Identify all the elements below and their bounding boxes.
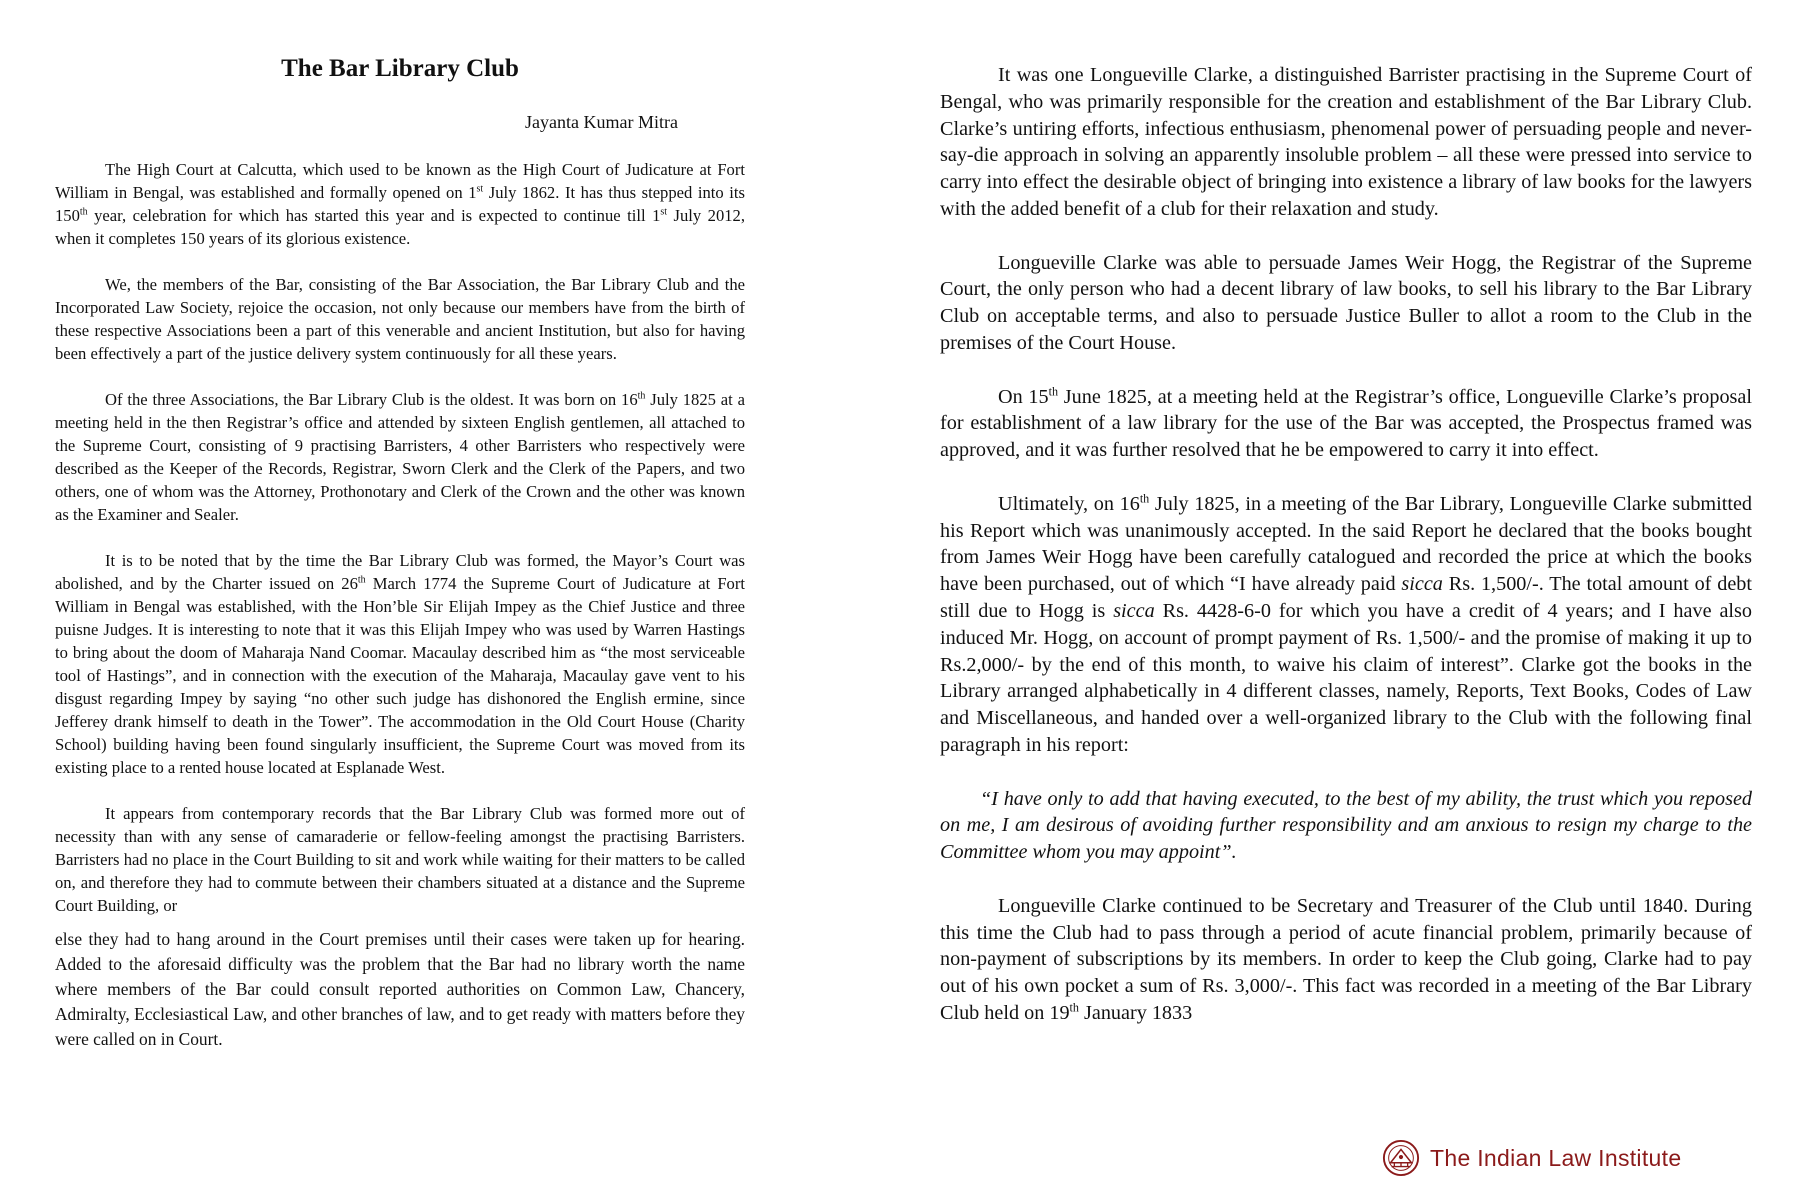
paragraph: It was one Longueville Clarke, a distinguished Barrister practising in the Supreme Court of Bengal, who was primarily responsible for the creation and establishment of the Bar Library Club. Clarke’s untiring efforts, infectious enthusiasm, phenomenal power of persuading people and never-say-die approach in solving an apparently insoluble problem – all these were pressed into service to carry into effect the desirable object of bringing into existence a library of law books for the lawyers with the added benefit of a club for their relaxation and study. [940,64,1752,220]
paragraph: Of the three Associations, the Bar Library Club is the oldest. It was born on 16th July 1825 at a meeting held in the then Registrar’s office and attended by sixteen English gentlemen, all attached to the Supreme Court, consisting of 9 practising Barristers, 4 other Barristers who respectively were described as the Keeper of the Records, Registrar, Sworn Clerk and the Clerk of the Papers, and two others, one of whom was the Attorney, Prothonotary and Clerk of the Crown and the other was known as the Examiner and Sealer. [55,390,745,524]
article-title: The Bar Library Club [281,55,519,82]
paragraph: The High Court at Calcutta, which used to be known as the High Court of Judicature at Fort William in Bengal, was established and formally opened on 1st July 1862. It has thus stepped into its 150th year, celebration for which has started this year and is expected to continue till 1st July 2012, when it completes 150 years of its glorious existence. [55,160,746,248]
paragraph-continuation: else they had to hang around in the Court premises until their cases were taken up for hearing. Added to the aforesaid difficulty was the problem that the Bar had no library worth the name where members of the Bar could consult reported authorities on Common Law, Chancery, Admiralty, Ecclesiastical Law, and other branches of law, and to get ready with matters before they were called on in Court. [55,929,745,1049]
right-page [900,0,1800,1200]
right-column [940,62,1752,1053]
institute-logo [1382,1138,1681,1178]
paragraph: Longueville Clarke was able to persuade James Weir Hogg, the Registrar of the Supreme Court, the only person who had a decent library of law books, to sell his library to the Bar Library Club on acceptable terms, and also to persuade Justice Buller to allot a room to the Club in the premises of the Court House. [940,251,1752,354]
report-quote: “I have only to add that having executed, to the best of my ability, the trust which you reposed on me, I am desirous of avoiding further responsibility and am anxious to resign my charge to the Committee whom you may appoint”. [940,787,1752,864]
author-name: Jayanta Kumar Mitra [525,112,678,132]
institute-emblem-icon [1382,1139,1420,1177]
paragraph: We, the members of the Bar, consisting of the Bar Association, the Bar Library Club and the Incorporated Law Society, rejoice the occasion, not only because our members have from the birth of these respective Associations been a part of this venerable and ancient Institution, but also for having been effectively a part of the justice delivery system continuously for all these years. [55,275,745,363]
paragraph: On 15th June 1825, at a meeting held at the Registrar’s office, Longueville Clarke’s proposal for establishment of a law library for the use of the Bar was accepted, the Prospectus framed was approved, and it was further resolved that he be empowered to carry it into effect. [940,383,1752,462]
left-column [55,158,745,1075]
paragraph: Ultimately, on 16th July 1825, in a meeting of the Bar Library, Longueville Clarke submitted his Report which was unanimously accepted. In the said Report he declared that the books bought from James Weir Hogg have been carefully catalogued and recorded the price at which the books have been purchased, out of which “I have already paid sicca Rs. 1,500/-. The total amount of debt still due to Hogg is sicca Rs. 4428-6-0 for which you have a credit of 4 years; and I have also induced Mr. Hogg, on account of prompt payment of Rs. 1,500/- and the promise of making it up to Rs.2,000/- by the end of this month, to waive his claim of interest”. Clarke got the books in the Library arranged alphabetically in 4 different classes, namely, Reports, Text Books, Codes of Law and Miscellaneous, and handed over a well-organized library to the Club with the following final paragraph in his report: [940,491,1752,756]
institute-name: The Indian Law Institute [1430,1144,1682,1171]
paragraph: It is to be noted that by the time the Bar Library Club was formed, the Mayor’s Court was abolished, and by the Charter issued on 26th March 1774 the Supreme Court of Judicature at Fort William in Bengal was established, with the Hon’ble Sir Elijah Impey as the Chief Justice and three puisne Judges. It is interesting to note that it was this Elijah Impey who was used by Warren Hastings to bring about the doom of Maharaja Nand Coomar. Macaulay described him as “the most serviceable tool of Hastings”, and in connection with the execution of the Maharaja, Macaulay gave vent to his disgust regarding Impey by saying “no other such judge has dishonored the English ermine, since Jefferey drank himself to death in the Tower”. The accommodation in the Old Court House (Charity School) building having been found singularly insufficient, the Supreme Court was moved from its existing place to a rented house located at Esplanade West. [55,551,745,777]
paragraph: Longueville Clarke continued to be Secretary and Treasurer of the Club until 1840. During this time the Club had to pass through a period of acute financial problem, primarily because of non-payment of subscriptions by its members. In order to keep the Club going, Clarke had to pay out of his own pocket a sum of Rs. 3,000/-. This fact was recorded in a meeting of the Bar Library Club held on 19th January 1833 [940,894,1752,1024]
paragraph: It appears from contemporary records that the Bar Library Club was formed more out of necessity than with any sense of camaraderie or fellow-feeling amongst the practising Barristers. Barristers had no place in the Court Building to sit and work while waiting for their matters to be called on, and therefore they had to commute between their chambers situated at a distance and the Supreme Court Building, or [55,804,745,915]
